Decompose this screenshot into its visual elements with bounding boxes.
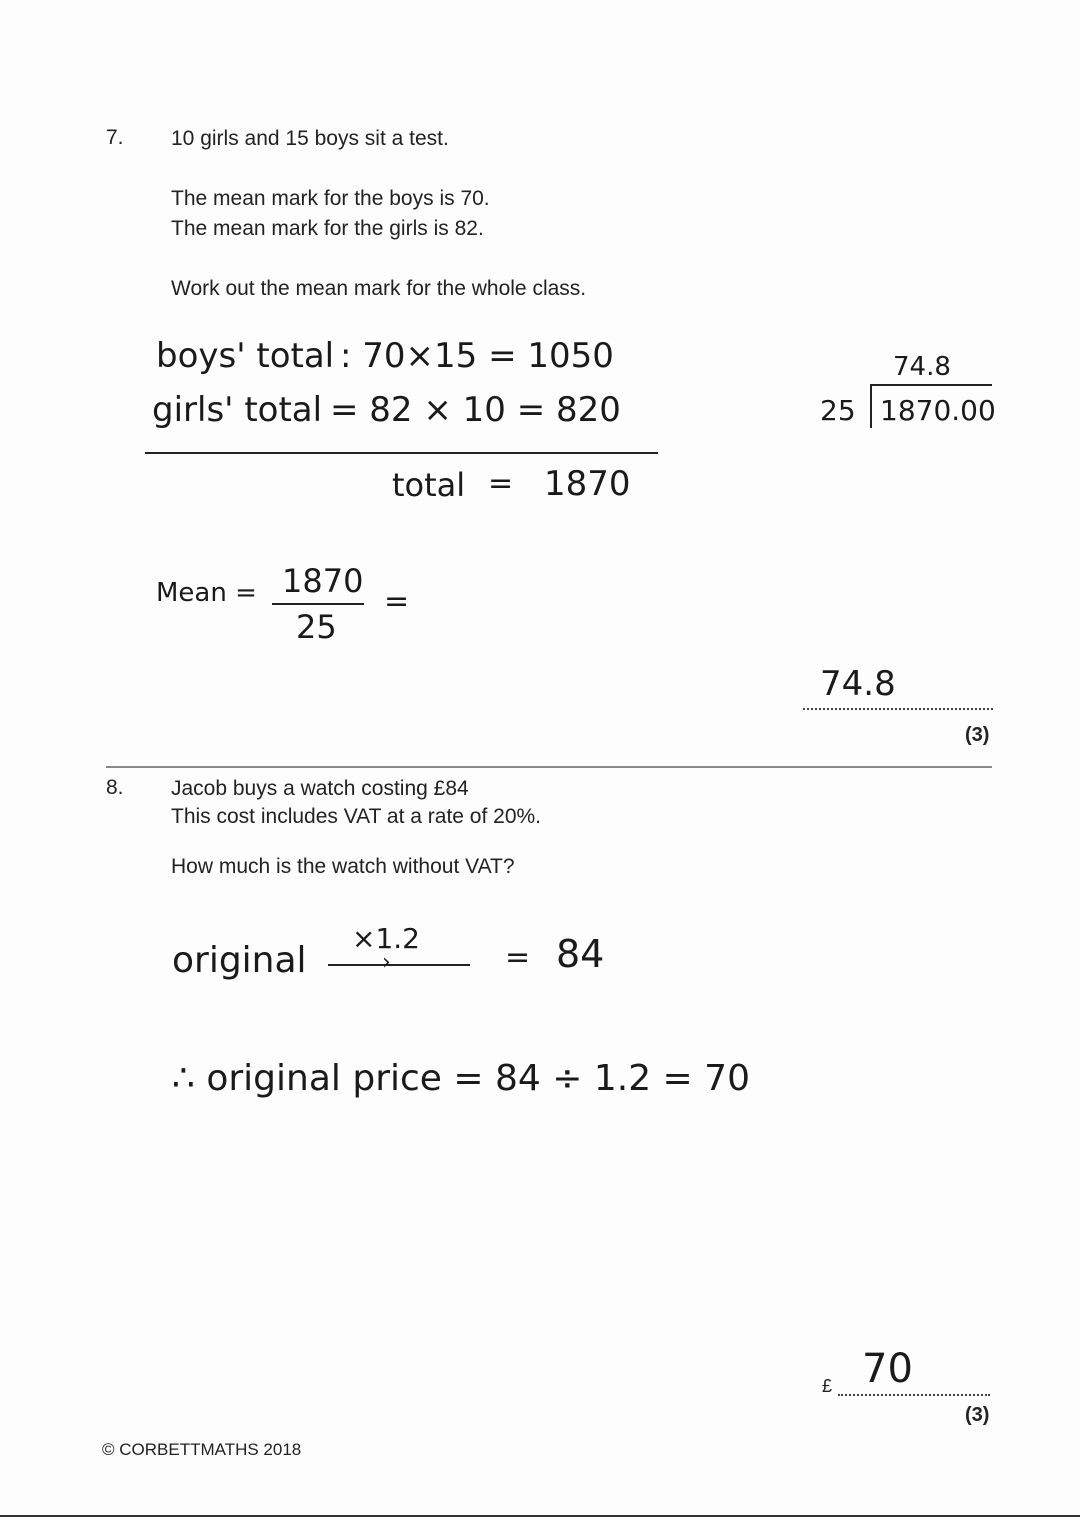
question-7-number: 7. — [106, 126, 124, 149]
copyright-notice: © CORBETTMATHS 2018 — [102, 1440, 302, 1459]
page-bottom-edge — [0, 1515, 1080, 1517]
therefore-line: ∴ original price = 84 ÷ 1.2 = 70 — [172, 1058, 750, 1099]
question-7-line-2: The mean mark for the boys is 70. — [171, 187, 490, 210]
question-7-marks: (3) — [965, 724, 990, 746]
total-equals: = — [488, 466, 514, 501]
question-7-answer-line — [803, 708, 993, 710]
mean-numerator: 1870 — [282, 562, 364, 600]
sum-underline — [145, 452, 658, 454]
question-divider — [106, 766, 992, 768]
answer-currency: £ — [822, 1376, 833, 1396]
fraction-bar — [272, 603, 364, 605]
division-quotient: 74.8 — [893, 352, 951, 382]
division-divisor: 25 — [820, 394, 856, 427]
multiplier-label: ×1.2 — [352, 922, 420, 955]
mean-denominator: 25 — [296, 608, 337, 646]
question-8-answer: 70 — [862, 1346, 913, 1392]
question-8-line-1: Jacob buys a watch costing £84 — [171, 777, 469, 800]
girls-total-expression: = 82 × 10 = 820 — [330, 390, 621, 430]
question-8-answer-line — [838, 1394, 990, 1396]
arrow-head-icon: › — [382, 950, 391, 975]
total-value: 1870 — [544, 464, 631, 504]
question-7-line-3: The mean mark for the girls is 82. — [171, 217, 484, 240]
mean-label: Mean = — [156, 578, 257, 608]
question-7-line-1: 10 girls and 15 boys sit a test. — [171, 127, 449, 150]
boys-total-label: boys' total — [156, 336, 335, 376]
total-label: total — [392, 466, 466, 504]
mean-equals: = — [384, 584, 410, 619]
question-8-marks: (3) — [965, 1404, 990, 1426]
question-7-line-4: Work out the mean mark for the whole class. — [171, 277, 587, 300]
question-7-answer: 74.8 — [820, 664, 896, 704]
girls-total-label: girls' total — [152, 390, 323, 430]
question-8-number: 8. — [106, 776, 124, 799]
mapping-arrow — [328, 964, 470, 966]
original-label: original — [172, 940, 307, 981]
division-top-bar — [870, 384, 992, 386]
division-dividend: 1870.00 — [880, 394, 996, 427]
mapping-equals: = — [505, 940, 531, 975]
question-8-line-2: This cost includes VAT at a rate of 20%. — [171, 805, 542, 828]
mapping-result: 84 — [556, 932, 605, 976]
division-bracket — [870, 384, 872, 428]
question-8-line-3: How much is the watch without VAT? — [171, 855, 515, 878]
boys-total-expression: : 70×15 = 1050 — [340, 336, 614, 376]
